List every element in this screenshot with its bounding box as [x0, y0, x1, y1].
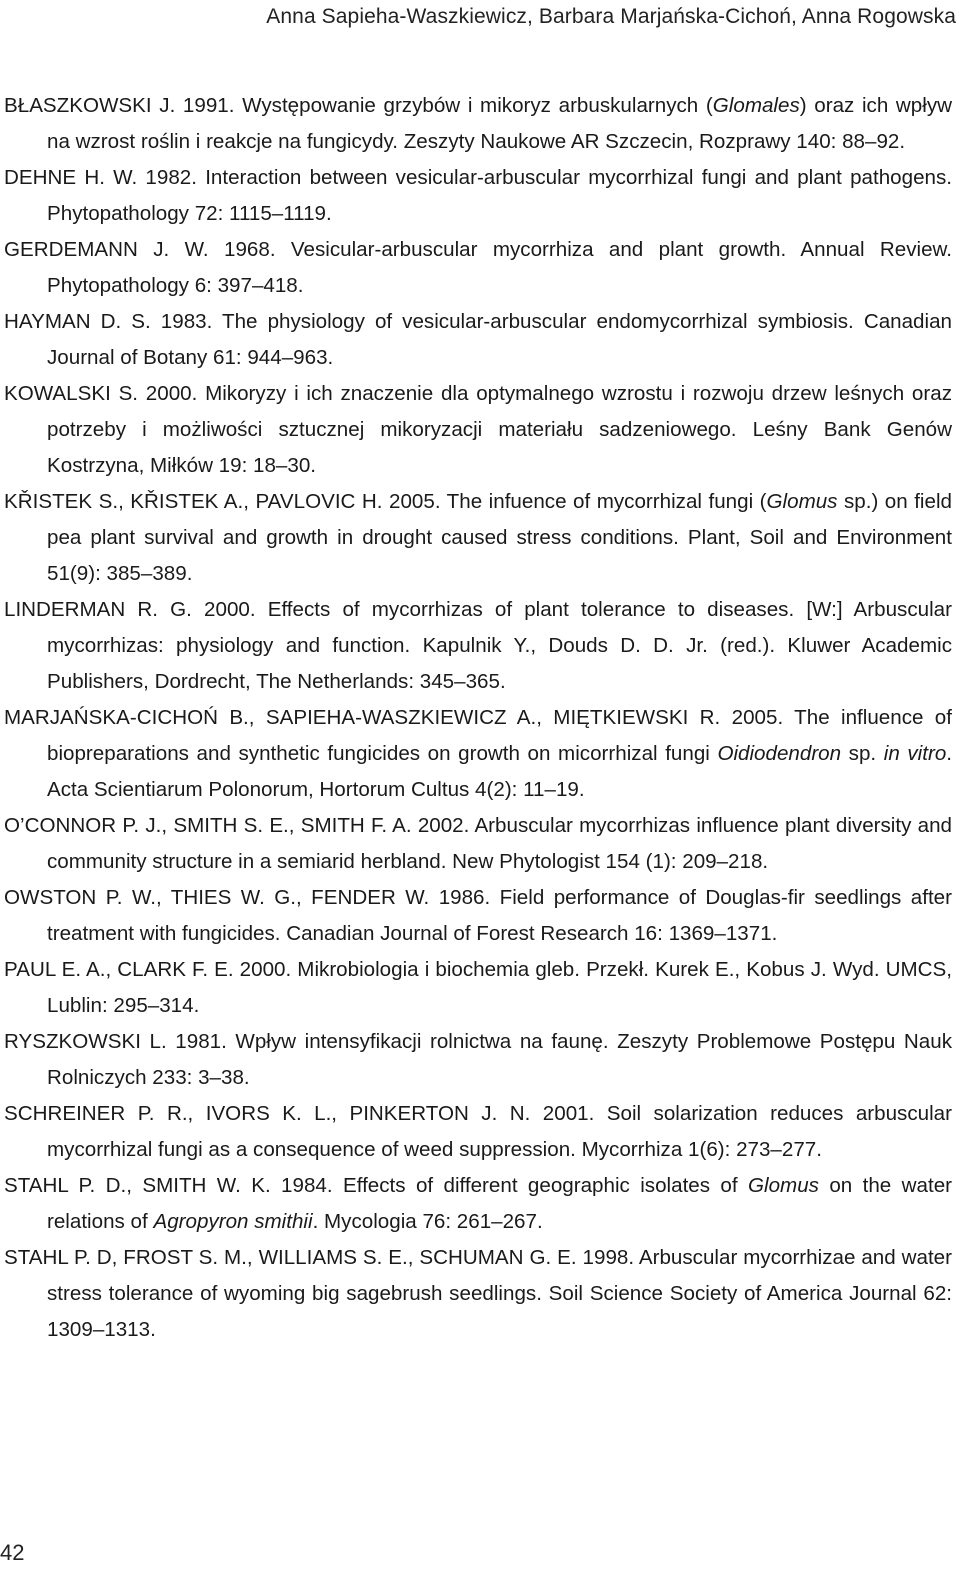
reference-item-stahl-smith	[4, 1168, 952, 1240]
reference-text: STAHL P. D., SMITH W. K. 1984. Effects of different geographic isolates of	[4, 1174, 748, 1197]
reference-italic: Glomales	[712, 94, 800, 117]
reference-list	[4, 88, 952, 1348]
reference-italic: Oidiodendron	[717, 742, 842, 765]
reference-italic: Agropyron smithii	[153, 1210, 313, 1233]
reference-item-marjanska-cichon	[4, 700, 952, 808]
reference-text: GERDEMANN J. W. 1968. Vesicular-arbuscular mycorrhiza and plant growth. Annual Review. Phytopathology 6: 397–418.	[4, 238, 952, 297]
reference-text: . Mycologia 76: 261–267.	[312, 1210, 543, 1233]
reference-item-schreiner	[4, 1096, 952, 1168]
reference-text: O’CONNOR P. J., SMITH S. E., SMITH F. A. 2002. Arbuscular mycorrhizas influence plant diversity and community structure in a semiarid herbland. New Phytologist 154 (1): 209–218.	[4, 814, 952, 873]
reference-item-ryszkowski	[4, 1024, 952, 1096]
reference-item-kowalski	[4, 376, 952, 484]
reference-item-stahl-frost	[4, 1240, 952, 1348]
reference-text: PAUL E. A., CLARK F. E. 2000. Mikrobiologia i biochemia gleb. Przekł. Kurek E., Kobus J. Wyd. UMCS, Lublin: 295–314.	[4, 958, 952, 1017]
reference-text: sp.) on field pea plant survival and growth in drought caused stress conditions. Plant, Soil and Environment 51(9): 385–389.	[47, 490, 952, 585]
reference-italic: Glomus	[766, 490, 838, 513]
reference-item-paul	[4, 952, 952, 1024]
reference-item-linderman	[4, 592, 952, 700]
reference-text: KOWALSKI S. 2000. Mikoryzy i ich znaczenie dla optymalnego wzrostu i rozwoju drzew leśnych oraz potrzeby i możliwości sztucznej mikoryzacji materiału sadzeniowego. Leśny Bank Genów Kostrzyna, Miłków 19: 18–30.	[4, 382, 952, 477]
reference-text: RYSZKOWSKI L. 1981. Wpływ intensyfikacji rolnictwa na faunę. Zeszyty Problemowe Postępu Nauk Rolniczych 233: 3–38.	[4, 1030, 952, 1089]
reference-italic: Glomus	[748, 1174, 819, 1197]
reference-text: KŘISTEK S., KŘISTEK A., PAVLOVIC H. 2005. The infuence of mycorrhizal fungi (	[4, 490, 767, 513]
reference-text: HAYMAN D. S. 1983. The physiology of vesicular-arbuscular endomycorrhizal symbiosis. Canadian Journal of Botany 61: 944–963.	[4, 310, 952, 369]
reference-item-hayman	[4, 304, 952, 376]
reference-item-blaszkowski	[4, 88, 952, 160]
reference-text: sp.	[841, 742, 884, 765]
reference-text: on the water relations of	[47, 1174, 953, 1233]
reference-item-gerdemann	[4, 232, 952, 304]
reference-item-owston	[4, 880, 952, 952]
reference-item-dehne	[4, 160, 952, 232]
reference-text: . Acta Scientiarum Polonorum, Hortorum Cultus 4(2): 11–19.	[47, 742, 953, 801]
reference-text: ) oraz ich wpływ na wzrost roślin i reakcje na fungicydy. Zeszyty Naukowe AR Szczecin, Rozprawy 140: 88–92.	[47, 94, 952, 153]
reference-italic: in vitro	[883, 742, 947, 765]
reference-text: LINDERMAN R. G. 2000. Effects of mycorrhizas of plant tolerance to diseases. [W:] Arbuscular mycorrhizas: physiology and function. Kapulnik Y., Douds D. D. Jr. (red.). Kluwer Academic Publishers, Dordrecht, The Netherlands: 345–365.	[4, 598, 952, 693]
reference-text: BŁASZKOWSKI J. 1991. Występowanie grzybów i mikoryz arbuskularnych (	[4, 94, 713, 117]
reference-text: DEHNE H. W. 1982. Interaction between vesicular-arbuscular mycorrhizal fungi and plant pathogens. Phytopathology 72: 1115–1119.	[4, 166, 952, 225]
reference-item-kristek	[4, 484, 952, 592]
reference-item-oconnor	[4, 808, 952, 880]
reference-text: STAHL P. D, FROST S. M., WILLIAMS S. E., SCHUMAN G. E. 1998. Arbuscular mycorrhizae and water stress tolerance of wyoming big sagebrush seedlings. Soil Science Society of America Journal 62: 1309–1313.	[4, 1246, 952, 1341]
page-number: 42	[0, 1540, 25, 1565]
reference-text: SCHREINER P. R., IVORS K. L., PINKERTON J. N. 2001. Soil solarization reduces arbuscular mycorrhizal fungi as a consequence of weed suppression. Mycorrhiza 1(6): 273–277.	[4, 1102, 952, 1161]
reference-text: OWSTON P. W., THIES W. G., FENDER W. 1986. Field performance of Douglas-fir seedlings after treatment with fungicides. Canadian Journal of Forest Research 16: 1369–1371.	[4, 886, 952, 945]
reference-text: MARJAŃSKA-CICHOŃ B., SAPIEHA-WASZKIEWICZ A., MIĘTKIEWSKI R. 2005. The influence of biopreparations and synthetic fungicides on growth on micorrhizal fungi	[4, 706, 952, 765]
running-header: Anna Sapieha-Waszkiewicz, Barbara Marjańska-Cichoń, Anna Rogowska	[266, 5, 956, 28]
